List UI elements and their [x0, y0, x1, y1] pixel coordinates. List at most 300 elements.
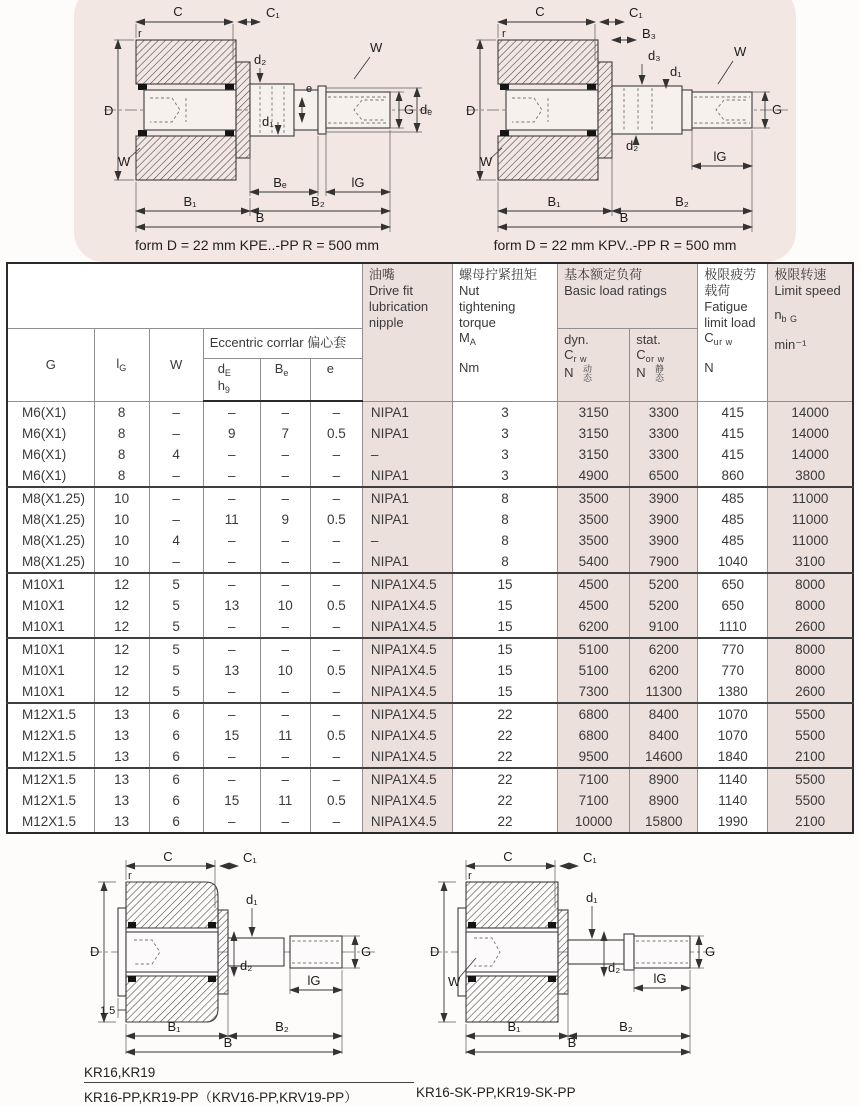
dyn-unit: N	[564, 365, 574, 381]
table-cell: 12	[94, 595, 149, 616]
table-cell: 485	[698, 487, 768, 509]
table-cell: 5500	[768, 768, 853, 790]
header-e: e	[310, 358, 362, 401]
table-cell: 2100	[768, 811, 853, 833]
table-cell: 10000	[558, 811, 630, 833]
table-cell: 6	[149, 703, 203, 725]
stat-cn: 静态	[654, 363, 665, 382]
table-cell: 3	[453, 444, 558, 465]
table-cell: –	[310, 681, 362, 703]
torque-unit: Nm	[459, 360, 480, 376]
kpv-label-c: C	[535, 4, 545, 19]
krsk-label-b: B	[567, 1035, 577, 1050]
table-cell: 8	[453, 530, 558, 551]
table-cell: NIPA1X4.5	[362, 573, 452, 595]
table-cell: –	[310, 746, 362, 768]
kpe-label-b2: B₂	[311, 194, 325, 209]
table-cell: 4900	[558, 465, 630, 487]
table-cell: 415	[698, 444, 768, 465]
table-cell: 8	[94, 423, 149, 444]
kpv-label-d2: d₂	[626, 138, 639, 153]
table-cell: 3300	[630, 423, 698, 444]
table-cell: –	[362, 530, 452, 551]
table-row	[7, 660, 853, 681]
table-cell: –	[260, 811, 310, 833]
table-cell: –	[203, 401, 260, 423]
table-cell: 12	[94, 681, 149, 703]
table-cell: NIPA1X4.5	[362, 616, 452, 638]
table-cell: 1040	[698, 551, 768, 573]
table-cell: NIPA1X4.5	[362, 703, 452, 725]
table-cell: 1140	[698, 790, 768, 811]
table-cell: –	[260, 465, 310, 487]
kpv-label-d1: d₁	[670, 64, 682, 79]
kr-caption-line2: KR16-PP,KR19-PP（KRV16-PP,KRV19-PP）	[84, 1090, 358, 1105]
table-cell: 8400	[630, 703, 698, 725]
table-cell: 5	[149, 573, 203, 595]
table-row	[7, 638, 853, 660]
kr-captions	[84, 1065, 414, 1106]
table-cell: 0.5	[310, 595, 362, 616]
table-cell: NIPA1	[362, 551, 452, 573]
table-row	[7, 703, 853, 725]
kpe-label-r: r	[138, 28, 142, 40]
kpv-diagram	[436, 0, 794, 232]
kpe-diagram	[78, 0, 436, 232]
table-cell: M10X1	[7, 595, 94, 616]
table-cell: 13	[94, 768, 149, 790]
table-row	[7, 811, 853, 833]
table-cell: 15	[453, 638, 558, 660]
table-cell: 13	[94, 725, 149, 746]
table-cell: –	[260, 401, 310, 423]
kr-label-1-5: 1.5	[100, 1005, 116, 1017]
table-cell: 5	[149, 595, 203, 616]
table-cell: 4	[149, 530, 203, 551]
table-cell: 415	[698, 423, 768, 444]
table-cell: 13	[94, 703, 149, 725]
table-cell: –	[203, 616, 260, 638]
table-cell: NIPA1	[362, 509, 452, 530]
header-fatigue	[698, 263, 768, 401]
stat-unit: N	[636, 365, 646, 381]
table-row	[7, 423, 853, 444]
torque-en2: tightening	[459, 298, 516, 314]
table-cell: NIPA1X4.5	[362, 790, 452, 811]
table-cell: 2100	[768, 746, 853, 768]
table-row	[7, 487, 853, 509]
table-cell: 1070	[698, 703, 768, 725]
speed-en: Limit speed	[774, 282, 841, 298]
table-cell: 9100	[630, 616, 698, 638]
table-cell: 2600	[768, 616, 853, 638]
table-cell: –	[310, 573, 362, 595]
table-cell: 14600	[630, 746, 698, 768]
table-cell: 8000	[768, 638, 853, 660]
table-cell: 10	[94, 551, 149, 573]
kpe-label-b: B	[255, 210, 265, 225]
table-cell: 11	[260, 790, 310, 811]
kr-label-d2: d₂	[240, 958, 253, 973]
table-row	[7, 746, 853, 768]
table-cell: 15	[203, 725, 260, 746]
table-cell: –	[149, 465, 203, 487]
table-row	[7, 616, 853, 638]
table-cell: –	[203, 768, 260, 790]
table-cell: 9	[260, 509, 310, 530]
table-cell: 13	[94, 746, 149, 768]
krsk-label-b2: B₂	[619, 1019, 633, 1034]
kpv-label-b: B	[619, 210, 629, 225]
nipple-en2: lubrication	[368, 298, 429, 314]
table-cell: 4	[149, 444, 203, 465]
table-cell: 6	[149, 790, 203, 811]
kr-diagram-block	[68, 849, 413, 1106]
table-cell: 3900	[630, 530, 698, 551]
table-cell: 3	[453, 423, 558, 444]
caption-divider	[84, 1082, 414, 1083]
dyn-symbol: C	[564, 347, 574, 363]
table-cell: 650	[698, 595, 768, 616]
table-cell: M12X1.5	[7, 725, 94, 746]
header-thread: G	[7, 328, 94, 401]
torque-symbol: M	[459, 330, 470, 346]
kr-caption-line1: KR16,KR19	[84, 1065, 156, 1080]
table-cell: 1990	[698, 811, 768, 833]
table-cell: M12X1.5	[7, 790, 94, 811]
table-cell: 650	[698, 573, 768, 595]
header-lg: $l_G$	[94, 328, 149, 401]
table-cell: –	[149, 509, 203, 530]
table-cell: 7900	[630, 551, 698, 573]
table-cell: 11	[203, 509, 260, 530]
table-cell: 6	[149, 811, 203, 833]
table-cell: NIPA1X4.5	[362, 768, 452, 790]
header-empty-cell	[7, 263, 362, 328]
table-cell: 5100	[558, 660, 630, 681]
table-cell: 8	[453, 551, 558, 573]
table-cell: 415	[698, 401, 768, 423]
table-row	[7, 530, 853, 551]
table-cell: 12	[94, 573, 149, 595]
table-cell: 5	[149, 681, 203, 703]
header-w: W	[149, 328, 203, 401]
table-cell: 9	[203, 423, 260, 444]
kpv-label-w-bot: W	[480, 154, 493, 169]
kr-label-r: r	[128, 870, 132, 882]
kpe-label-w-bot: W	[118, 154, 131, 169]
table-cell: NIPA1X4.5	[362, 638, 452, 660]
dyn-label: dyn.	[564, 331, 589, 347]
table-cell: 485	[698, 509, 768, 530]
table-cell: –	[260, 681, 310, 703]
kpe-label-c: C	[173, 4, 183, 19]
nipple-en1: Drive fit	[368, 282, 413, 298]
table-cell: 11	[260, 725, 310, 746]
bottom-diagram-panel	[0, 848, 860, 1105]
kpv-label-c1: C₁	[629, 5, 643, 20]
kpv-label-w-top: W	[734, 44, 747, 59]
table-cell: –	[260, 768, 310, 790]
kpv-diagram-block	[436, 0, 794, 262]
table-cell: 22	[453, 746, 558, 768]
table-cell: 0.5	[310, 725, 362, 746]
kpe-label-b1: B₁	[183, 194, 197, 209]
table-cell: 3900	[630, 509, 698, 530]
kr-label-b2: B₂	[275, 1019, 289, 1034]
table-row	[7, 401, 853, 423]
table-row	[7, 790, 853, 811]
table-cell: 5100	[558, 638, 630, 660]
table-cell: 15800	[630, 811, 698, 833]
table-cell: 13	[203, 595, 260, 616]
table-row	[7, 509, 853, 530]
krsk-diagram	[408, 849, 738, 1058]
kpv-label-b1: B₁	[547, 194, 561, 209]
table-cell: 3150	[558, 401, 630, 423]
table-cell: 6	[149, 768, 203, 790]
table-cell: –	[310, 768, 362, 790]
table-cell: 3900	[630, 487, 698, 509]
table-cell: 11000	[768, 487, 853, 509]
table-cell: –	[203, 746, 260, 768]
header-torque	[453, 263, 558, 401]
table-cell: –	[310, 530, 362, 551]
table-cell: 15	[453, 573, 558, 595]
table-cell: 8000	[768, 573, 853, 595]
table-cell: 14000	[768, 401, 853, 423]
table-cell: 3100	[768, 551, 853, 573]
table-row	[7, 444, 853, 465]
table-cell: 14000	[768, 423, 853, 444]
kpe-label-d1: d₁	[262, 114, 274, 129]
table-cell: NIPA1X4.5	[362, 595, 452, 616]
table-cell: M12X1.5	[7, 768, 94, 790]
table-cell: 10	[94, 487, 149, 509]
table-cell: 3300	[630, 401, 698, 423]
kr-label-c1: C₁	[243, 850, 257, 865]
table-row	[7, 465, 853, 487]
table-cell: NIPA1X4.5	[362, 660, 452, 681]
kpv-label-r: r	[502, 28, 506, 40]
table-cell: –	[203, 638, 260, 660]
basic-en: Basic load ratings	[564, 282, 667, 298]
header-speed	[768, 263, 853, 401]
kpe-label-g: G	[404, 102, 415, 117]
table-cell: M12X1.5	[7, 746, 94, 768]
table-cell: M8(X1.25)	[7, 551, 94, 573]
table-cell: NIPA1X4.5	[362, 725, 452, 746]
krsk-label-r: r	[468, 870, 472, 882]
dyn-symbol-sub: r w	[573, 354, 587, 365]
table-cell: 8	[453, 509, 558, 530]
table-cell: 6800	[558, 725, 630, 746]
table-cell: 3800	[768, 465, 853, 487]
spec-table	[6, 262, 854, 834]
basic-zh: 基本额定负荷	[564, 267, 643, 282]
table-cell: 5400	[558, 551, 630, 573]
table-cell: M10X1	[7, 616, 94, 638]
table-cell: M10X1	[7, 573, 94, 595]
table-cell: 3500	[558, 487, 630, 509]
header-dyn	[558, 328, 630, 401]
table-cell: –	[203, 703, 260, 725]
kr-label-lg: lG	[307, 973, 321, 988]
table-cell: 8	[94, 401, 149, 423]
table-cell: –	[149, 423, 203, 444]
table-cell: –	[310, 444, 362, 465]
table-cell: –	[260, 551, 310, 573]
table-cell: 1070	[698, 725, 768, 746]
table-cell: 22	[453, 790, 558, 811]
table-cell: M12X1.5	[7, 811, 94, 833]
stat-symbol: C	[636, 347, 646, 363]
table-cell: –	[260, 444, 310, 465]
table-cell: –	[260, 746, 310, 768]
table-row	[7, 573, 853, 595]
table-cell: 0.5	[310, 660, 362, 681]
table-cell: –	[310, 616, 362, 638]
table-cell: –	[260, 530, 310, 551]
table-cell: 15	[453, 616, 558, 638]
header-eccentric-group: Eccentric corrlar 偏心套	[203, 328, 362, 358]
kpv-label-b3: B₃	[642, 26, 656, 41]
table-cell: –	[203, 573, 260, 595]
torque-en1: Nut	[459, 282, 480, 298]
krsk-label-g: G	[705, 944, 716, 959]
kr-label-b1: B₁	[167, 1019, 181, 1034]
table-cell: 1140	[698, 768, 768, 790]
table-cell: –	[310, 487, 362, 509]
top-diagram-panel	[74, 0, 796, 262]
kr-label-g: G	[361, 944, 372, 959]
table-cell: 3300	[630, 444, 698, 465]
table-cell: 0.5	[310, 790, 362, 811]
krsk-label-c: C	[503, 849, 513, 864]
table-cell: 5500	[768, 725, 853, 746]
table-cell: NIPA1X4.5	[362, 681, 452, 703]
table-cell: 5	[149, 616, 203, 638]
table-cell: –	[310, 638, 362, 660]
kr-label-c: C	[163, 849, 173, 864]
krsk-label-lg: lG	[653, 971, 667, 986]
table-cell: 0.5	[310, 423, 362, 444]
table-row	[7, 768, 853, 790]
fatigue-en2: limit load	[704, 314, 756, 330]
table-cell: 11300	[630, 681, 698, 703]
table-cell: 8	[94, 465, 149, 487]
table-cell: 5	[149, 638, 203, 660]
table-cell: 13	[203, 660, 260, 681]
table-cell: 5200	[630, 573, 698, 595]
krsk-label-d: D	[430, 944, 440, 959]
table-cell: –	[149, 401, 203, 423]
table-cell: 10	[260, 660, 310, 681]
header-be: $B_e$	[260, 358, 310, 401]
krsk-label-d1: d₁	[586, 890, 598, 905]
speed-symbol: n	[774, 306, 782, 322]
table-cell: 770	[698, 660, 768, 681]
table-cell: 860	[698, 465, 768, 487]
table-cell: 8	[453, 487, 558, 509]
table-cell: –	[260, 638, 310, 660]
table-cell: 15	[453, 595, 558, 616]
kpe-label-e: e	[306, 83, 313, 95]
kpe-label-d: D	[104, 103, 114, 118]
kpe-label-c1: C₁	[266, 5, 280, 20]
table-cell: 14000	[768, 444, 853, 465]
table-cell: –	[203, 811, 260, 833]
fatigue-symbol: C	[704, 330, 714, 346]
table-cell: 8400	[630, 725, 698, 746]
fatigue-unit: N	[704, 360, 714, 376]
table-cell: 5	[149, 660, 203, 681]
table-cell: 13	[94, 811, 149, 833]
header-nipple	[362, 263, 452, 401]
table-cell: 1110	[698, 616, 768, 638]
table-cell: –	[260, 573, 310, 595]
table-cell: 6200	[630, 638, 698, 660]
table-cell: 770	[698, 638, 768, 660]
table-cell: 485	[698, 530, 768, 551]
table-cell: –	[362, 444, 452, 465]
krsk-diagram-block	[408, 849, 748, 1100]
table-cell: –	[310, 465, 362, 487]
table-cell: 10	[260, 595, 310, 616]
table-cell: M8(X1.25)	[7, 530, 94, 551]
table-cell: NIPA1X4.5	[362, 746, 452, 768]
kpv-label-lg: lG	[713, 149, 727, 164]
table-cell: –	[203, 487, 260, 509]
table-cell: 7100	[558, 768, 630, 790]
table-cell: 1380	[698, 681, 768, 703]
table-cell: –	[260, 703, 310, 725]
table-cell: 2600	[768, 681, 853, 703]
table-cell: 7300	[558, 681, 630, 703]
stat-symbol-sub: or w	[645, 354, 665, 365]
torque-symbol-sub: A	[469, 337, 477, 348]
header-de: $d_E$ $h_9$	[203, 358, 260, 401]
table-cell: 5500	[768, 790, 853, 811]
kpe-diagram-block	[78, 0, 436, 262]
table-cell: 12	[94, 638, 149, 660]
table-cell: 22	[453, 768, 558, 790]
table-cell: NIPA1	[362, 487, 452, 509]
kpe-label-be: Bₑ	[273, 175, 287, 190]
table-cell: 7	[260, 423, 310, 444]
table-cell: 3150	[558, 444, 630, 465]
kpv-label-d: D	[466, 103, 476, 118]
krsk-caption: KR16-SK-PP,KR19-SK-PP	[416, 1085, 576, 1100]
table-cell: 6	[149, 746, 203, 768]
kpe-label-lg: lG	[351, 175, 365, 190]
fatigue-zh2: 载荷	[704, 282, 731, 298]
table-row	[7, 551, 853, 573]
table-row	[7, 681, 853, 703]
table-cell: 6800	[558, 703, 630, 725]
fatigue-symbol-sub: ur w	[713, 337, 733, 348]
table-cell: 6500	[630, 465, 698, 487]
table-cell: M10X1	[7, 660, 94, 681]
table-cell: 22	[453, 811, 558, 833]
table-cell: 1840	[698, 746, 768, 768]
krsk-label-c1: C₁	[583, 850, 597, 865]
table-cell: NIPA1	[362, 401, 452, 423]
dyn-cn: 动态	[581, 363, 592, 382]
kpv-caption: form D = 22 mm KPV..-PP R = 500 mm	[493, 237, 737, 253]
kr-diagram	[68, 849, 398, 1058]
table-cell: –	[149, 487, 203, 509]
